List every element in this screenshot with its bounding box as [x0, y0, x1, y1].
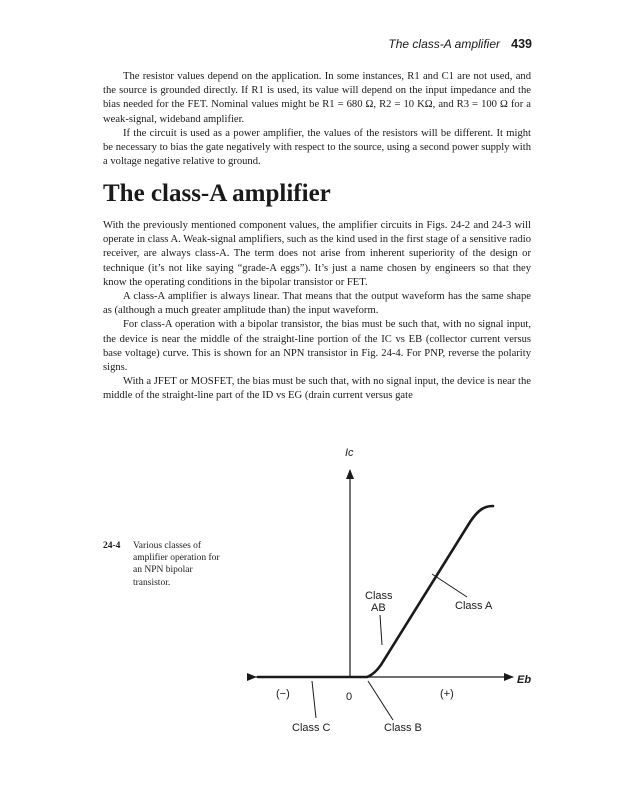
- origin-label: 0: [346, 691, 353, 703]
- header-title: The class-A amplifier: [388, 37, 501, 51]
- class-c-label: Class C: [292, 722, 331, 734]
- paragraph: The resistor values depend on the application. In some instances, R1 and C1 are not used, and the source is grounded directly. If R1 is used, its value will depend on the input impedance and the bias needed for the FET. Nominal values might be R1 = 680 Ω, R2 = 10 KΩ, and R3 = 100 Ω for a weak-signal, wideband amplifier.: [103, 71, 531, 125]
- page-number: 439: [511, 37, 532, 51]
- class-ab-leader: [380, 615, 382, 645]
- y-axis-label: Ic: [345, 447, 354, 459]
- paragraph: For class-A operation with a bipolar transistor, the bias must be such that, with no signal input, the device is near the middle of the straight-line portion of the IC vs EB (collector current versus base voltage) curve. This is shown for an NPN transistor in Fig. 24-4. For PNP, reverse the polarity signs.: [103, 319, 531, 374]
- class-ab-label: AB: [371, 602, 386, 614]
- class-b-label: Class B: [384, 722, 422, 734]
- class-b-leader: [368, 681, 393, 720]
- caption-text: Various classes of amplifier operation for an NPN bipolar transistor.: [133, 541, 220, 588]
- x-axis-label: Eb: [517, 674, 532, 686]
- class-ab-label: Class: [365, 590, 393, 602]
- positive-label: (+): [440, 688, 454, 700]
- paragraph: If the circuit is used as a power amplifier, the values of the resistors will be different. It might be necessary to bias the gate negatively with respect to the source, using a second power supply with a voltage negative relative to ground.: [103, 127, 531, 168]
- negative-label: (−): [276, 688, 290, 700]
- class-a-label: Class A: [455, 600, 493, 612]
- paragraph: With a JFET or MOSFET, the bias must be such that, with no signal input, the device is near the middle of the straight-line part of the ID vs EG (drain current versus gate: [103, 376, 531, 402]
- figure-number: 24-4: [103, 541, 121, 551]
- class-a-leader: [432, 574, 467, 597]
- class-c-leader: [312, 681, 316, 718]
- paragraph: A class-A amplifier is always linear. That means that the output waveform has the same shape as (although a much greater amplitude than) the input waveform.: [103, 291, 531, 317]
- paragraph: With the previously mentioned component values, the amplifier circuits in Figs. 24-2 and 24-3 will operate in class A. Weak-signal amplifiers, such as the kind used in the first stage of a sensitive radio receiver, are always class-A. The term does not arise from inherent superiority of the design or technique (it’s not like saying “grade-A eggs”). It’s just a name chosen by engineers so that they know the operating conditions in the bipolar transistor or FET.: [103, 220, 531, 288]
- section-heading: The class-A amplifier: [103, 180, 331, 207]
